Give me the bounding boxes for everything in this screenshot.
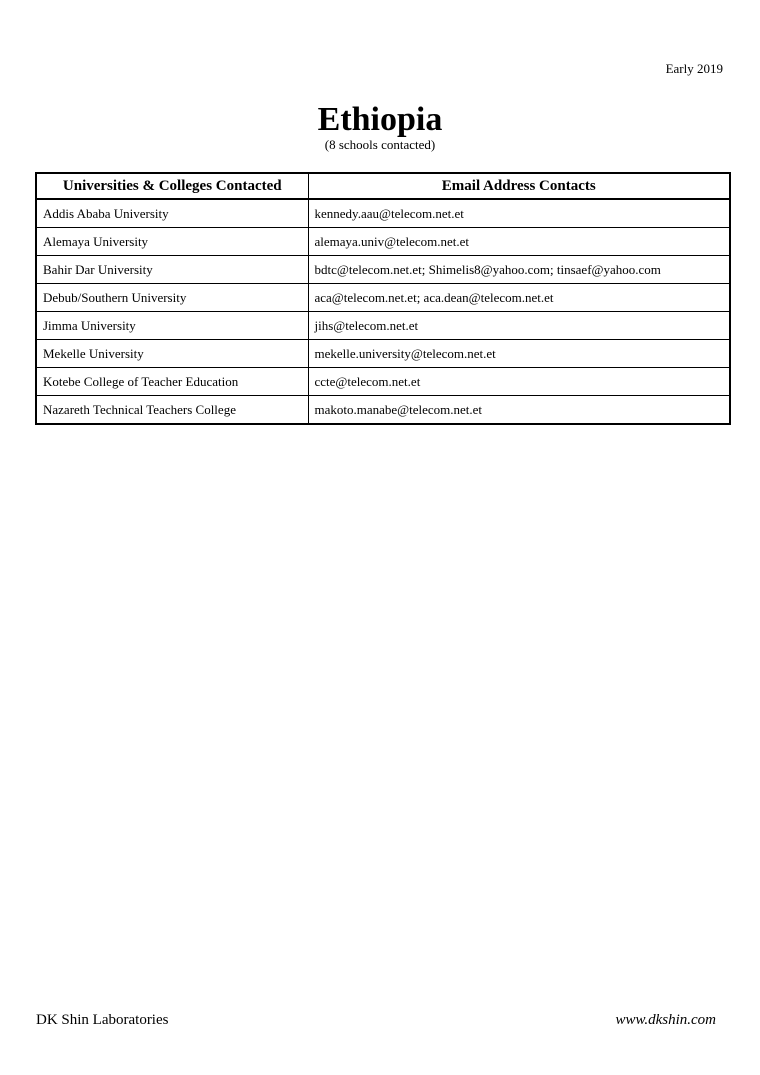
school-name-cell: Alemaya University xyxy=(36,228,308,256)
email-cell: bdtc@telecom.net.et; Shimelis8@yahoo.com; tinsaef@yahoo.com xyxy=(308,256,730,284)
email-cell: jihs@telecom.net.et xyxy=(308,312,730,340)
table-row xyxy=(36,368,730,396)
school-name-cell: Addis Ababa University xyxy=(36,199,308,228)
document-date: Early 2019 xyxy=(665,61,723,76)
footer-website: www.dkshin.com xyxy=(615,1012,716,1028)
school-name-cell: Mekelle University xyxy=(36,340,308,368)
page-title: Ethiopia xyxy=(317,101,443,138)
table-header-row xyxy=(36,173,730,199)
footer-organization: DK Shin Laboratories xyxy=(36,1012,169,1028)
email-cell: makoto.manabe@telecom.net.et xyxy=(308,396,730,425)
school-name-cell: Jimma University xyxy=(36,312,308,340)
email-cell: alemaya.univ@telecom.net.et xyxy=(308,228,730,256)
column-header-emails: Email Address Contacts xyxy=(308,173,730,199)
email-cell: mekelle.university@telecom.net.et xyxy=(308,340,730,368)
table-row xyxy=(36,396,730,425)
email-cell: aca@telecom.net.et; aca.dean@telecom.net.et xyxy=(308,284,730,312)
email-cell: kennedy.aau@telecom.net.et xyxy=(308,199,730,228)
contacts-table xyxy=(35,172,731,425)
school-name-cell: Debub/Southern University xyxy=(36,284,308,312)
table-row xyxy=(36,340,730,368)
table-row xyxy=(36,284,730,312)
school-name-cell: Kotebe College of Teacher Education xyxy=(36,368,308,396)
table-row xyxy=(36,228,730,256)
email-cell: ccte@telecom.net.et xyxy=(308,368,730,396)
table-row xyxy=(36,256,730,284)
table-row xyxy=(36,199,730,228)
page-subtitle: (8 schools contacted) xyxy=(324,137,436,152)
table-row xyxy=(36,312,730,340)
school-name-cell: Nazareth Technical Teachers College xyxy=(36,396,308,425)
column-header-schools: Universities & Colleges Contacted xyxy=(36,173,308,199)
school-name-cell: Bahir Dar University xyxy=(36,256,308,284)
